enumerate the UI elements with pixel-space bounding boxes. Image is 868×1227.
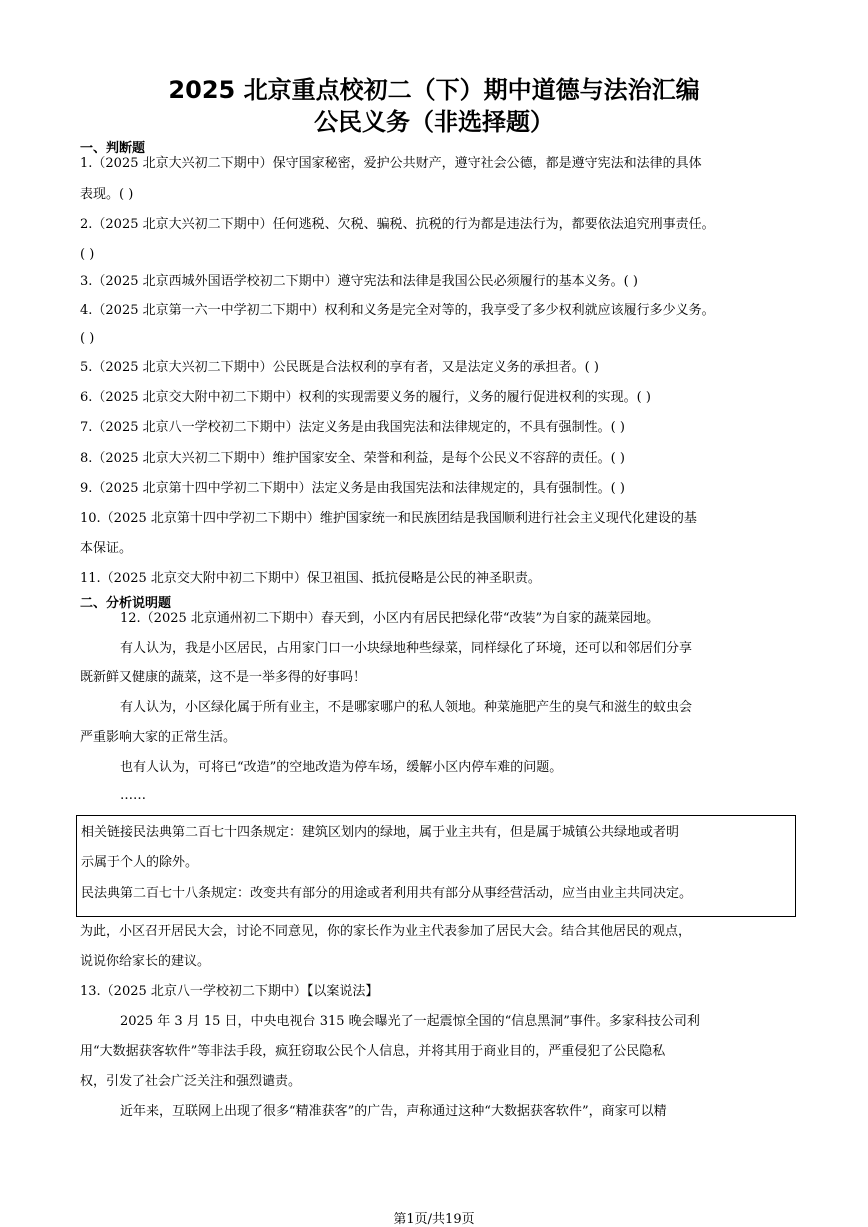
paragraph-line: 2025 年 3 月 15 日，中央电视台 315 晚会曝光了一起震惊全国的“信息黑洞”事件。多家科技公司利 <box>120 1014 700 1029</box>
paragraph-line: 也有人认为，可将已“改造”的空地改造为停车场，缓解小区内停车难的问题。 <box>120 760 563 775</box>
question-13: 13.（2025 北京八一学校初二下期中）【以案说法】 <box>80 984 379 999</box>
paragraph-line: 有人认为，小区绿化属于所有业主，不是哪家哪户的私人领地。种菜施肥产生的臭气和滋生的蚊虫会 <box>120 700 693 715</box>
paragraph-line: 权，引发了社会广泛关注和强烈谴责。 <box>80 1074 302 1089</box>
question-6: 6.（2025 北京交大附中初二下期中）权利的实现需要义务的履行，义务的履行促进权利的实现。( ) <box>80 390 651 405</box>
question-10: 10.（2025 北京第十四中学初二下期中）维护国家统一和民族团结是我国顺利进行社会主义现代化建设的基 <box>80 511 697 526</box>
question-10-cont: 本保证。 <box>80 541 133 556</box>
question-12: 12.（2025 北京通州初二下期中）春天到，小区内有居民把绿化带“改装”为自家的蔬菜园地。 <box>120 611 660 626</box>
box-line: 民法典第二百七十八条规定：改变共有部分的用途或者利用共有部分从事经营活动，应当由业主共同决定。 <box>81 886 693 901</box>
question-11: 11.（2025 北京交大附中初二下期中）保卫祖国、抵抗侵略是公民的神圣职责。 <box>80 571 541 586</box>
question-3: 3.（2025 北京西城外国语学校初二下期中）遵守宪法和法律是我国公民必须履行的基本义务。( ) <box>80 274 638 289</box>
question-4-cont: ( ) <box>80 331 95 346</box>
question-9: 9.（2025 北京第十四中学初二下期中）法定义务是由我国宪法和法律规定的，具有强制性。( ) <box>80 481 625 496</box>
question-7: 7.（2025 北京八一学校初二下期中）法定义务是由我国宪法和法律规定的，不具有强制性。( ) <box>80 420 625 435</box>
paragraph-line: 近年来，互联网上出现了很多“精准获客”的广告，声称通过这种“大数据获客软件”，商家可以精 <box>120 1104 667 1119</box>
section-heading-analysis: 二、分析说明题 <box>80 596 172 611</box>
question-2-cont: ( ) <box>80 247 95 262</box>
ellipsis: …… <box>120 788 146 803</box>
paragraph-line: 既新鲜又健康的蔬菜，这不是一举多得的好事吗！ <box>80 670 367 685</box>
legal-reference-box <box>76 815 796 917</box>
question-4: 4.（2025 北京第一六一中学初二下期中）权利和义务是完全对等的，我享受了多少权利就应该履行多少义务。 <box>80 303 715 318</box>
question-5: 5.（2025 北京大兴初二下期中）公民既是合法权利的享有者，又是法定义务的承担者。( ) <box>80 360 599 375</box>
box-line: 相关链接民法典第二百七十四条规定：建筑区划内的绿地，属于业主共有，但是属于城镇公共绿地或者明 <box>81 825 680 840</box>
paragraph-line: 严重影响大家的正常生活。 <box>80 730 237 745</box>
paragraph-line: 有人认为，我是小区居民，占用家门口一小块绿地种些绿菜，同样绿化了环境，还可以和邻居们分享 <box>120 641 693 656</box>
question-8: 8.（2025 北京大兴初二下期中）维护国家安全、荣誉和利益，是每个公民义不容辞的责任。( ) <box>80 451 625 466</box>
doc-title: 2025 北京重点校初二（下）期中道德与法治汇编 <box>168 76 700 104</box>
section-heading-judgment: 一、判断题 <box>80 141 146 156</box>
question-2: 2.（2025 北京大兴初二下期中）任何逃税、欠税、骗税、抗税的行为都是违法行为，都要依法追究刑事责任。 <box>80 217 715 232</box>
paragraph-line: 为此，小区召开居民大会，讨论不同意见，你的家长作为业主代表参加了居民大会。结合其他居民的观点， <box>80 924 692 939</box>
paragraph-line: 用“大数据获客软件”等非法手段，疯狂窃取公民个人信息，并将其用于商业目的，严重侵犯了公民隐私 <box>80 1044 666 1059</box>
question-1-cont: 表现。( ) <box>80 187 134 202</box>
question-1: 1.（2025 北京大兴初二下期中）保守国家秘密，爱护公共财产，遵守社会公德，都是遵守宪法和法律的具体 <box>80 156 702 171</box>
doc-subtitle: 公民义务（非选择题） <box>314 108 554 136</box>
paragraph-line: 说说你给家长的建议。 <box>80 954 211 969</box>
page-footer: 第1页/共19页 <box>393 1212 475 1227</box>
box-line: 示属于个人的除外。 <box>81 855 199 870</box>
